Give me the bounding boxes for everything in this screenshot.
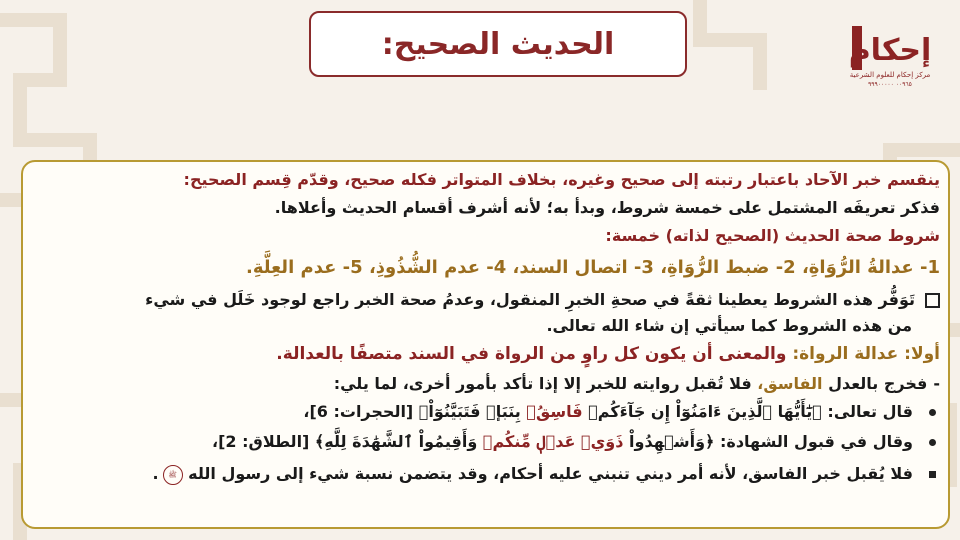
first-condition-text: والمعنى أن يكون كل راوٍ من الرواة في السند متصفًا بالعدالة. <box>276 344 787 364</box>
logo <box>838 26 942 96</box>
note-text-1: تَوَفُّر هذه الشروط يعطينا ثقةً في صحةِ الخبرِ المنقول، وعدمُ صحة الخبر راجع لوجود خَلَل في شيء <box>145 290 915 309</box>
conclusion-item <box>152 461 940 487</box>
first-condition-label: أولا: عدالة الرواة: <box>792 344 940 364</box>
logo-number: ٠٠٩٦٥ ٩٩٩٠٠٠٠٠ <box>868 81 912 88</box>
title-box <box>309 11 687 77</box>
logo-name: إحكام <box>848 33 932 68</box>
exclude-text-a: فخرج بالعدل <box>828 374 928 393</box>
page-title: الحديث الصحيح: <box>381 26 615 62</box>
round-bullet-icon <box>929 439 936 446</box>
intro-line-1: ينقسم خبر الآحاد باعتبار رتبته إلى صحيح وغيره، بخلاف المتواتر فكله صحيح، وقدّم قِسم الصحيح: <box>183 170 940 189</box>
logo-subtitle: مركز إحكام للعلوم الشرعية <box>849 71 931 79</box>
verse-2-b: وَأَقِيمُواْ ٱلشَّهَٰدَةَ لِلَّهِ﴾ [الطلاق: 2]، <box>212 432 478 451</box>
intro-line-2: فذكر تعريفَه المشتمل على خمسة شروط، وبدأ به؛ لأنه أشرف أقسام الحديث وأعلاها. <box>274 198 940 217</box>
salawat-icon: ﷺ <box>163 465 183 485</box>
verse-item-1 <box>303 399 940 425</box>
exclude-line <box>334 371 940 397</box>
end-dot: . <box>152 464 159 483</box>
verse-item-2 <box>212 429 940 455</box>
dash-bullet: - <box>933 374 940 393</box>
verse-2-adl: ذَوَيۡ عَدۡلٖ مِّنكُمۡ <box>482 432 624 451</box>
round-bullet-icon <box>929 409 936 416</box>
conditions-list: 1- عدالةُ الرُّوَاةِ، 2- ضبط الرُّوَاةِ، 3- اتصال السند، 4- عدم الشُّذُوذِ، 5- عدم العِلَّةِ. <box>246 257 940 278</box>
verse-1-a: قال تعالى: ﴿يَٰٓأَيُّهَا ٱلَّذِينَ ءَامَنُوٓاْ إِن جَآءَكُمۡ <box>588 402 913 421</box>
exclude-text-b: فلا تُقبل روايته للخبر إلا إذا تأكد بأمور أخرى، لما يلي: <box>333 374 752 393</box>
exclude-fasiq: الفاسق، <box>757 374 823 393</box>
square-bullet-icon <box>929 471 936 478</box>
note-line-1 <box>145 287 940 313</box>
checkbox-bullet-icon <box>925 293 940 308</box>
conclusion-text: فلا يُقبل خبر الفاسق، لأنه أمر ديني تنبني عليه أحكام، وقد يتضمن نسبة شيء إلى رسول الله <box>188 464 913 483</box>
verse-1-b: بِنَبَإٖ فَتَبَيَّنُوٓاْ﴾ [الحجرات: 6]، <box>303 402 521 421</box>
verse-1-fasiq: فَاسِقُۢ <box>526 402 583 421</box>
first-condition-line <box>276 341 940 367</box>
conditions-heading: شروط صحة الحديث (الصحيح لذاته) خمسة: <box>605 226 940 245</box>
verse-2-a: وقال في قبول الشهادة: ﴿وَأَشۡهِدُواْ <box>629 432 913 451</box>
note-line-2: من هذه الشروط كما سيأتي إن شاء الله تعالى. <box>546 316 912 335</box>
